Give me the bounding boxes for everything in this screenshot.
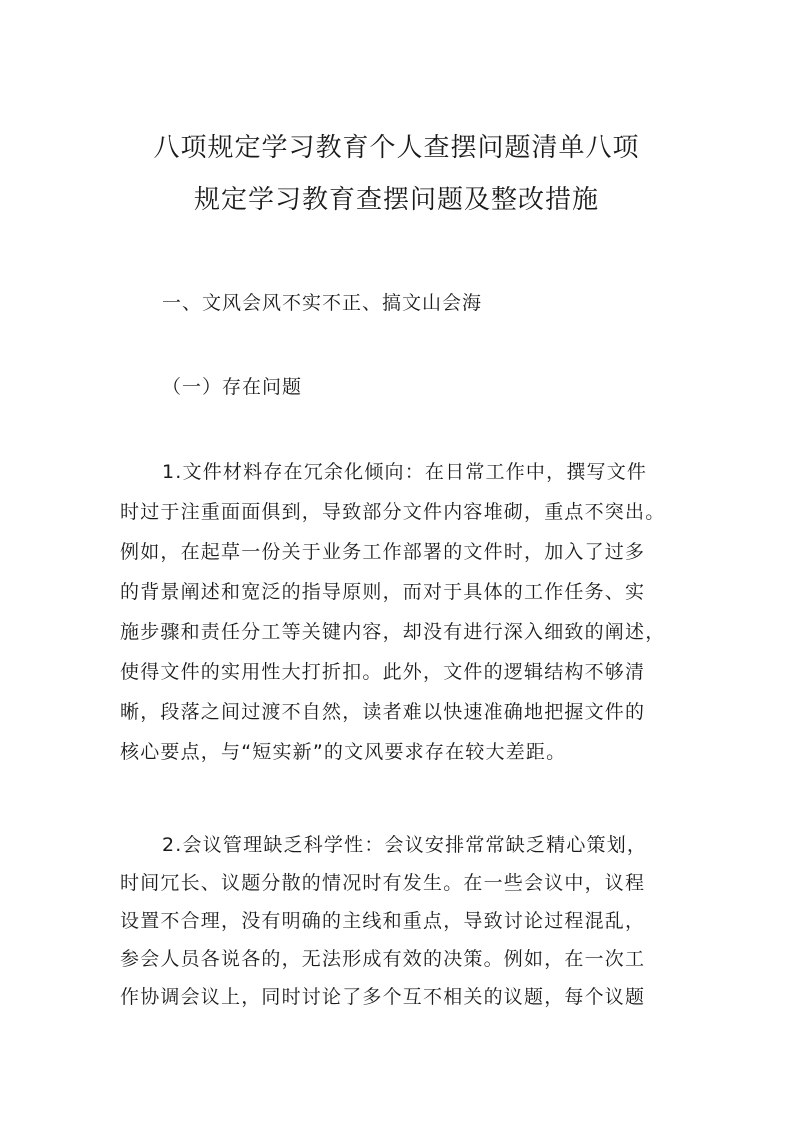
paragraph-line: 2.会议管理缺乏科学性：会议安排常常缺乏精心策划， [162, 834, 648, 856]
paragraph-line: 晰，段落之间过渡不自然，读者难以快速准确地把握文件的 [120, 701, 646, 723]
paragraph-line: 参会人员各说各的，无法形成有效的决策。例如，在一次工 [120, 948, 646, 970]
title-line: 八项规定学习教育个人查摆问题清单八项 [153, 133, 640, 163]
paragraph-1 [120, 452, 665, 772]
document-title [90, 122, 703, 226]
paragraph-line: 时间冗长、议题分散的情况时有发生。在一些会议中，议程 [120, 872, 646, 894]
paragraph-line: 例如，在起草一份关于业务工作部署的文件时，加入了过多 [120, 541, 646, 563]
paragraph-line: 施步骤和责任分工等关键内容，却没有进行深入细致的阐述， [120, 621, 666, 643]
paragraph-line: 时过于注重面面俱到，导致部分文件内容堆砌，重点不突出。 [120, 501, 666, 523]
paragraph-2 [120, 826, 647, 1016]
paragraph-line: 1.文件材料存在冗余化倾向：在日常工作中，撰写文件 [162, 461, 648, 483]
paragraph-line: 使得文件的实用性大打折扣。此外，文件的逻辑结构不够清 [120, 661, 646, 683]
subsection-heading: （一）存在问题 [162, 376, 303, 398]
title-line: 规定学习教育查摆问题及整改措施 [193, 185, 599, 215]
paragraph-line: 的背景阐述和宽泛的指导原则，而对于具体的工作任务、实 [120, 581, 646, 603]
paragraph-line: 核心要点，与“短实新”的文风要求存在较大差距。 [120, 741, 567, 763]
paragraph-line: 作协调会议上，同时讨论了多个互不相关的议题，每个议题 [120, 986, 646, 1008]
paragraph-line: 设置不合理，没有明确的主线和重点，导致讨论过程混乱， [120, 910, 646, 932]
section-heading: 一、文风会风不实不正、搞文山会海 [162, 292, 483, 314]
